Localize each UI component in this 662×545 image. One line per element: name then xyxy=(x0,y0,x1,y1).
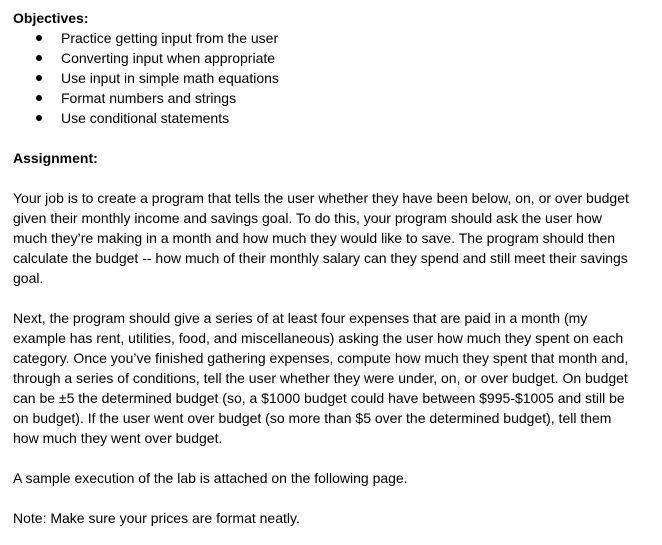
bullet-icon xyxy=(36,35,42,41)
paragraph-spacer xyxy=(13,448,662,468)
section-spacer xyxy=(13,128,662,148)
paragraph-spacer xyxy=(13,288,662,308)
paragraph-spacer xyxy=(13,488,662,508)
bullet-icon xyxy=(36,75,42,81)
objective-item xyxy=(13,88,662,108)
assignment-paragraph-intro: Your job is to create a program that tells the user whether they have been below, on, or over budget given their monthly income and savings goal. To do this, your program should ask the user how much they’re making in a month and how much they would like to save. The program should then calculate the budget -- how much of their monthly salary can they spend and still meet their savings goal. xyxy=(13,190,629,286)
assignment-paragraph-note: Note: Make sure your prices are format neatly. xyxy=(13,510,300,526)
objectives-heading: Objectives: xyxy=(13,10,89,26)
assignment-heading: Assignment: xyxy=(13,150,98,166)
objectives-list xyxy=(13,28,662,128)
objective-text: Format numbers and strings xyxy=(61,90,237,106)
objective-item xyxy=(13,108,662,128)
assignment-paragraph-sample: A sample execution of the lab is attached on the following page. xyxy=(13,470,408,486)
bullet-icon xyxy=(36,55,42,61)
objective-item xyxy=(13,68,662,88)
objective-text: Converting input when appropriate xyxy=(61,50,276,66)
objective-item xyxy=(13,28,662,48)
bullet-icon xyxy=(36,115,42,121)
assignment-paragraph-expenses: Next, the program should give a series of at least four expenses that are paid in a month (my example has rent, utilities, food, and miscellaneous) asking the user how much they spent on each category. Once you’ve finished gathering expenses, compute how much they spent that month and, through a series of conditions, tell the user whether they were under, on, or over budget. On budget can be ±5 the determined budget (so, a $1000 budget could have between $995-$1005 and still be on budget). If the user went over budget (so more than $5 over the determined budget), tell them how much they went over budget. xyxy=(13,310,629,446)
objective-item xyxy=(13,48,662,68)
section-spacer xyxy=(13,168,662,188)
objective-text: Use conditional statements xyxy=(61,110,230,126)
objective-text: Use input in simple math equations xyxy=(61,70,279,86)
objective-text: Practice getting input from the user xyxy=(61,30,279,46)
bullet-icon xyxy=(36,95,42,101)
